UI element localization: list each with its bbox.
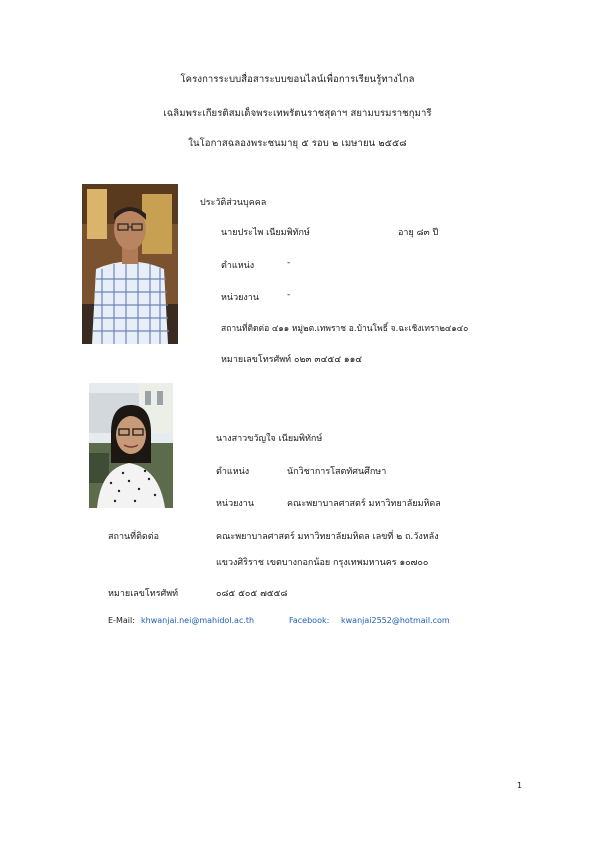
person2-address-line2: แขวงศิริราช เขตบางกอกน้อย กรุงเทพมหานคร ๑๐๗๐๐ <box>216 558 429 568</box>
email-label: E-Mail: <box>108 616 135 625</box>
person2-position-label: ตำแหน่ง <box>216 467 250 477</box>
email-link[interactable]: khwanjai.nei@mahidol.ac.th <box>141 616 255 625</box>
person1-address: สถานที่ติดต่อ ๔๑๑ หมู่๒ต.เทพราช อ.บ้านโพธิ์ จ.ฉะเชิงเทรา๒๔๑๔๐ <box>221 324 469 334</box>
person2-phone-value: ๐๘๕ ๕๐๕ ๗๕๕๘ <box>216 589 288 599</box>
facebook-link[interactable]: kwanjai2552@hotmail.com <box>341 616 450 625</box>
person2-name: นางสาวขวัญใจ เนียมพิทักษ์ <box>216 434 323 444</box>
person1-position-label: ตำแหน่ง <box>221 261 255 271</box>
person1-unit-label: หน่วยงาน <box>221 293 260 303</box>
person2-position-value: นักวิชาการโสตทัศนศึกษา <box>287 467 387 477</box>
person1-position-value: - <box>287 258 291 268</box>
person1-age: อายุ ๘๓ ปี <box>398 228 439 238</box>
person2-photo <box>89 383 173 508</box>
header-line-1: โครงการระบบสื่อสาระบบขอนไลน์เพื่อการเรียนรู้ทางไกล <box>180 74 415 85</box>
person1-unit-value: - <box>287 290 291 300</box>
section-title: ประวัติส่วนบุคคล <box>200 198 267 208</box>
person1-photo <box>82 184 178 344</box>
person2-address-line1: คณะพยาบาลศาสตร์ มหาวิทยาลัยมหิดล เลขที่ ๒ ถ.วังหลัง <box>216 532 439 542</box>
header-line-2: เฉลิมพระเกียรติสมเด็จพระเทพรัตนราชสุดาฯ สยามบรมราชกุมารี <box>163 108 432 119</box>
page-number: 1 <box>517 781 523 790</box>
person2-phone-label: หมายเลขโทรศัพท์ <box>108 589 179 599</box>
person2-unit-label: หน่วยงาน <box>216 499 255 509</box>
facebook-label: Facebook: <box>289 616 330 625</box>
person2-unit-value: คณะพยาบาลศาสตร์ มหาวิทยาลัยมหิดล <box>287 499 441 509</box>
header-line-3: ในโอกาสฉลองพระชนมายุ ๕ รอบ ๒ เมษายน ๒๕๕๘ <box>188 138 407 149</box>
person2-address-label: สถานที่ติดต่อ <box>108 532 160 542</box>
person1-name: นายประไพ เนียมพิทักษ์ <box>221 228 310 238</box>
person1-phone: หมายเลขโทรศัพท์ ๐๒๓ ๓๔๕๔ ๑๑๔ <box>221 355 363 365</box>
